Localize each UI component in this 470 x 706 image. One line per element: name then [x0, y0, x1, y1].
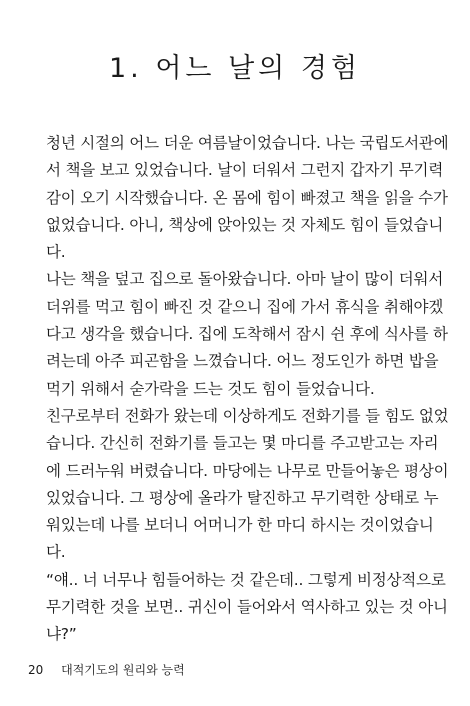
text-line: 더위를 먹고 힘이 빠진 것 같으니 집에 가서 휴식을 취해야겠: [46, 297, 444, 316]
text-line: 려는데 아주 피곤함을 느꼈습니다. 어느 정도인가 하면 밥을: [46, 352, 439, 371]
text-line: 청년 시절의 어느 더운 여름날이었습니다. 나는 국립도서관에: [46, 134, 449, 152]
text-line: 없었습니다. 아니, 책상에 앉아있는 것 자체도 힘이 들었습니: [46, 215, 444, 234]
text-line: 서 책을 보고 있었습니다. 날이 더워서 그런지 갑자기 무기력: [46, 161, 444, 180]
text-line: 무기력한 것을 보면.. 귀신이 들어와서 역사하고 있는 것 아니: [46, 598, 448, 617]
text-line: 다고 생각을 했습니다. 집에 도착해서 잠시 쉰 후에 식사를 하: [46, 325, 448, 344]
chapter-title: 1. 어느 날의 경험: [108, 53, 361, 85]
text-line: 있었습니다. 그 평상에 올라가 탈진하고 무기력한 상태로 누: [46, 488, 439, 507]
text-line: 에 드러누워 버렸습니다. 마당에는 나무로 만들어놓은 평상이: [46, 461, 449, 480]
text-line: “얘.. 너 너무나 힘들어하는 것 같은데.. 그렇게 비정상적으로: [46, 570, 446, 589]
page-number: 20: [28, 663, 44, 677]
text-line: 먹기 위해서 숟가락을 드는 것도 힘이 들었습니다.: [46, 379, 375, 398]
body-text: [46, 130, 449, 649]
text-line: 친구로부터 전화가 왔는데 이상하게도 전화기를 들 힘도 없었: [46, 406, 449, 425]
text-line: 다.: [46, 243, 66, 262]
text-line: 다.: [46, 543, 66, 562]
running-title: 대적기도의 원리와 능력: [61, 663, 185, 677]
text-line: 감이 오기 시작했습니다. 온 몸에 힘이 빠졌고 책을 읽을 수가: [46, 188, 448, 207]
page-footer: [28, 661, 185, 678]
text-line: 워있는데 나를 보더니 어머니가 한 마디 하시는 것이었습니: [46, 516, 434, 535]
text-line: 습니다. 간신히 전화기를 들고는 몇 마디를 주고받고는 자리: [46, 434, 439, 453]
text-line: 냐?”: [46, 625, 77, 644]
text-line: 나는 책을 덮고 집으로 돌아왔습니다. 아마 날이 많이 더워서: [46, 270, 444, 289]
